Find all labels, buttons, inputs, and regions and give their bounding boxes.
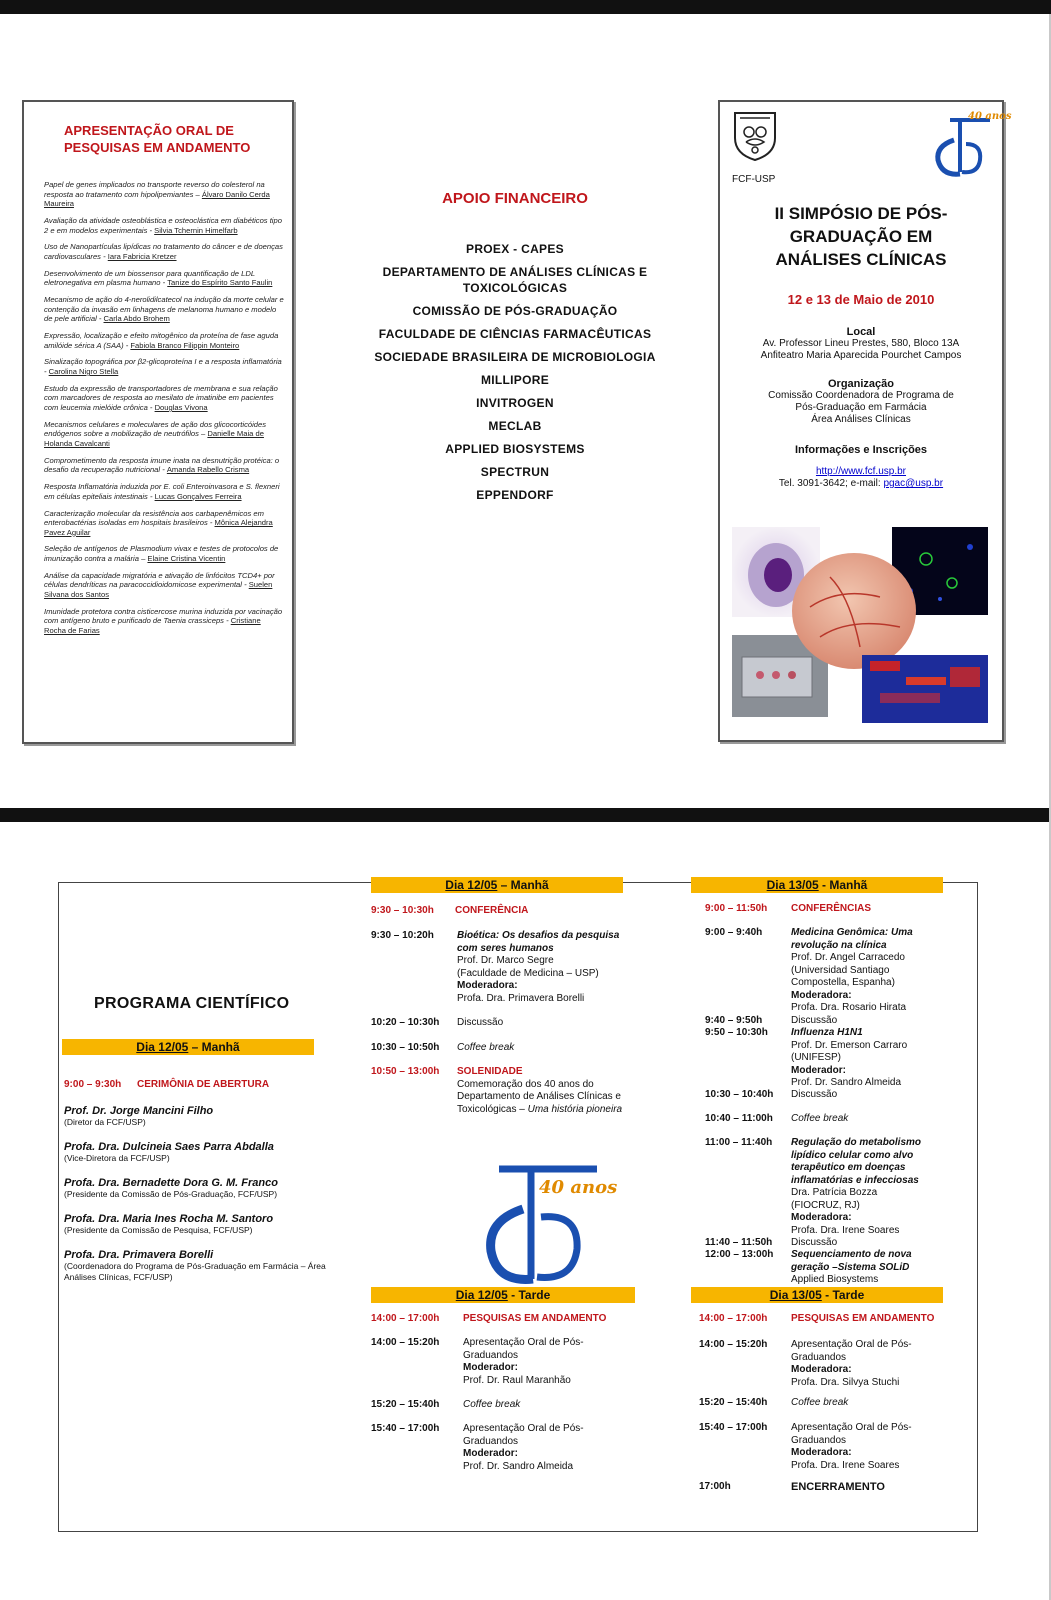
d2a-research-time: 14:00 – 17:00h bbox=[699, 1313, 768, 1324]
middle-page-divider bbox=[0, 808, 1051, 822]
organization-label: Organização bbox=[827, 378, 895, 390]
d2a-oral2-mod: Moderadora: bbox=[791, 1447, 852, 1458]
fcf-usp-label: FCF-USP bbox=[732, 174, 776, 185]
local-section bbox=[720, 326, 1002, 362]
d2a-oral2-b: Graduandos bbox=[791, 1434, 847, 1446]
d2-talk3-line1: Dra. Patrícia Bozza bbox=[791, 1187, 878, 1198]
d2-talk4-line: Applied Biosystems bbox=[791, 1274, 879, 1285]
d2a-coffee-time: 15:20 – 15:40h bbox=[699, 1397, 768, 1408]
d2-disc3: Discussão bbox=[791, 1237, 838, 1248]
d2-talk2-mod-name: Prof. Dr. Sandro Almeida bbox=[791, 1077, 902, 1088]
abstract-item bbox=[44, 607, 284, 636]
d2-disc2-time: 10:30 – 10:40h bbox=[705, 1089, 774, 1100]
sponsor-item: PROEX - CAPES bbox=[466, 242, 564, 256]
sponsor-item: FACULDADE DE CIÊNCIAS FARMACÊUTICAS bbox=[378, 327, 652, 341]
fcf-40-anos-logo-icon bbox=[930, 110, 1012, 180]
sponsor-list bbox=[370, 241, 660, 503]
day1-morning-header bbox=[371, 877, 623, 893]
d2-coffee: Coffee break bbox=[791, 1113, 849, 1124]
bioethics-affiliation: (Faculdade de Medicina – USP) bbox=[457, 967, 599, 979]
abstract-author: Danielle Maia de Holanda Cavalcanti bbox=[44, 429, 264, 448]
abstract-title: Seleção de antígenos de Plasmodium vivax e testes de protocolos de imunização contra a malária – bbox=[44, 544, 279, 564]
sponsor-item: DEPARTAMENTO DE ANÁLISES CLÍNICAS E TOXICOLÓGICAS bbox=[382, 265, 648, 295]
d2a-research-label: PESQUISAS EM ANDAMENTO bbox=[791, 1313, 935, 1324]
speaker-name: Prof. Dr. Jorge Mancini Filho bbox=[64, 1105, 214, 1117]
d1a-research-label: PESQUISAS EM ANDAMENTO bbox=[463, 1313, 607, 1324]
bioethics-mod-name: Profa. Dra. Primavera Borelli bbox=[457, 992, 585, 1004]
title-line-1: II SIMPÓSIO DE PÓS- bbox=[774, 204, 948, 223]
d2a-oral2 bbox=[791, 1422, 912, 1472]
day2-morning-header bbox=[691, 877, 943, 893]
event-title bbox=[720, 202, 1002, 271]
solemnity bbox=[457, 1066, 637, 1116]
abstract-author: Fabiola Branco Filippin Monteiro bbox=[130, 340, 240, 350]
day1-afternoon-period: - Tarde bbox=[507, 1288, 551, 1302]
cover-panel bbox=[718, 100, 1012, 742]
org-line-3: Área Análises Clínicas bbox=[811, 414, 911, 425]
abstract-title: Mecanismo de ação do 4-nerolidilcatecol na indução da morte celular e contenção da invasão em linhagens de melanoma humano e modelo de pele artificial - bbox=[44, 295, 284, 324]
d2-talk1 bbox=[791, 927, 951, 1015]
d2-disc1-time: 9:40 – 9:50h bbox=[705, 1015, 763, 1026]
abstract-item bbox=[44, 456, 284, 475]
d2-talk1-line2: (Universidad Santiago bbox=[791, 964, 890, 976]
sponsor-item: MILLIPORE bbox=[480, 373, 550, 387]
abstract-list bbox=[44, 180, 284, 643]
abstract-title: Caracterização molecular da resistência aos carbapenêmicos em enterobactérias isoladas em hospitais brasileiros - bbox=[44, 508, 264, 528]
d1a-oral2-b: Graduandos bbox=[463, 1435, 519, 1447]
day1-afternoon-date: Dia 12/05 bbox=[455, 1288, 508, 1302]
bioethics-speaker: Prof. Dr. Marco Segre bbox=[457, 955, 554, 966]
abstract-title: Mecanismos celulares e moleculares de ação dos glicocorticóides endógenos sobre a mobilização de neutrófilos – bbox=[44, 419, 267, 439]
d2-talk2-time: 9:50 – 10:30h bbox=[705, 1027, 768, 1038]
abstract-author: Douglas Vivona bbox=[154, 403, 208, 412]
d1a-oral1-name: Prof. Dr. Raul Maranhão bbox=[463, 1374, 571, 1386]
d2a-oral2-a: Apresentação Oral de Pós- bbox=[791, 1422, 912, 1433]
solemnity-label: SOLENIDADE bbox=[457, 1066, 523, 1077]
fcf-40-anos-logo-large-icon bbox=[479, 1151, 618, 1291]
opening-speaker bbox=[64, 1249, 334, 1282]
abstract-title: Resposta Inflamatória induzida por E. coli Enteroinvasora e S. flexneri em células epiteliais intestinais - bbox=[44, 482, 280, 501]
abstract-item bbox=[44, 180, 284, 209]
sponsor-item: APPLIED BIOSYSTEMS bbox=[445, 442, 585, 456]
abstract-author: Carolina Nigro Stella bbox=[48, 367, 119, 377]
d2-talk2-title: Influenza H1N1 bbox=[791, 1027, 863, 1038]
d2-talk2-mod: Moderador: bbox=[791, 1064, 846, 1076]
top-page-divider bbox=[0, 0, 1051, 14]
d2-disc1: Discussão bbox=[791, 1015, 838, 1026]
abstract-item bbox=[44, 242, 284, 261]
d2-talk3-mod: Moderadora: bbox=[791, 1212, 852, 1223]
speaker-role: (Coordenadora do Programa de Pós-Graduação em Farmácia – Área Análises Clínicas, FCF/USP) bbox=[64, 1261, 326, 1282]
abstract-author: Amanda Rabello Crisma bbox=[166, 465, 250, 475]
contact-phone: Tel. 3091-3642; e-mail: bbox=[778, 478, 884, 489]
d1a-research-time: 14:00 – 17:00h bbox=[371, 1313, 440, 1324]
abstract-author: Cristiane Rocha de Farias bbox=[44, 616, 261, 635]
day1-afternoon-header bbox=[371, 1287, 635, 1303]
coffee1: Coffee break bbox=[457, 1042, 515, 1053]
microscopy-photo-collage bbox=[730, 527, 992, 727]
abstract-title: Papel de genes implicados no transporte reverso do colesterol na resposta ao tratamento com hipolipemiantes – bbox=[44, 180, 265, 199]
contact-section bbox=[720, 466, 1002, 490]
abstract-item bbox=[44, 571, 284, 600]
abstract-author: Carla Abdo Brohem bbox=[103, 314, 170, 324]
d2-disc2: Discussão bbox=[791, 1089, 838, 1100]
d1a-oral1-b: Graduandos bbox=[463, 1349, 519, 1361]
d1a-oral1 bbox=[463, 1337, 584, 1387]
oral-presentations-panel bbox=[22, 100, 294, 744]
d2-talk4-time: 12:00 – 13:00h bbox=[705, 1249, 774, 1260]
website-link[interactable]: http://www.fcf.usp.br bbox=[815, 466, 907, 477]
abstract-title: Desenvolvimento de um biossensor para quantificação de LDL eletronegativa em plasma humano - bbox=[44, 268, 255, 288]
speaker-role: (Vice-Diretora da FCF/USP) bbox=[64, 1153, 170, 1163]
d2-talk1-time: 9:00 – 9:40h bbox=[705, 927, 763, 938]
d1a-oral2-time: 15:40 – 17:00h bbox=[371, 1423, 440, 1434]
d2-talk4 bbox=[791, 1249, 951, 1287]
day1-morning-header-col1 bbox=[62, 1039, 314, 1055]
speaker-name: Profa. Dra. Primavera Borelli bbox=[64, 1249, 214, 1261]
speaker-role: (Presidente da Comissão de Pesquisa, FCF/USP) bbox=[64, 1225, 253, 1235]
d2-talk3-mod-name: Profa. Dra. Irene Soares bbox=[791, 1224, 900, 1236]
speaker-name: Profa. Dra. Dulcineia Saes Parra Abdalla bbox=[64, 1141, 274, 1153]
abstract-title: Estudo da expressão de transportadores de membrana e sua relação com marcadores de resposta ao mesilato de imatinibe em pacientes com leucemia mielóide crônica - bbox=[44, 383, 278, 412]
d2a-oral2-name: Profa. Dra. Irene Soares bbox=[791, 1459, 900, 1471]
d2-coffee-time: 10:40 – 11:00h bbox=[705, 1113, 773, 1124]
discussion1-time: 10:20 – 10:30h bbox=[371, 1017, 440, 1028]
title-line-2: GRADUAÇÃO EM bbox=[789, 227, 933, 246]
speaker-name: Profa. Dra. Bernadette Dora G. M. Franco bbox=[64, 1177, 278, 1189]
d2a-oral2-time: 15:40 – 17:00h bbox=[699, 1422, 768, 1433]
abstract-author: Lucas Gonçalves Ferreira bbox=[154, 491, 242, 501]
abstract-title: Imunidade protetora contra cisticercose murina induzida por vacinação com antígeno bruto e purificado de Taenia crassiceps - bbox=[44, 606, 283, 626]
talk1-time: 9:30 – 10:20h bbox=[371, 930, 434, 941]
abstract-item bbox=[44, 295, 284, 324]
d2a-oral1-b: Graduandos bbox=[791, 1351, 847, 1363]
speaker-name: Profa. Dra. Maria Ines Rocha M. Santoro bbox=[64, 1213, 274, 1225]
sponsor-item: SPECTRUN bbox=[480, 465, 550, 479]
opening-speaker bbox=[64, 1141, 334, 1164]
local-label: Local bbox=[846, 326, 876, 338]
panel2-title: APOIO FINANCEIRO bbox=[442, 190, 588, 207]
d2-conf-label: CONFERÊNCIAS bbox=[791, 903, 872, 914]
day2-afternoon-date: Dia 13/05 bbox=[769, 1288, 822, 1302]
bioethics-mod-label: Moderadora: bbox=[457, 980, 518, 991]
abstract-author: Mônica Alejandra Pavez Aguilar bbox=[44, 518, 273, 537]
abstract-item bbox=[44, 357, 284, 376]
info-label: Informações e Inscrições bbox=[794, 444, 928, 456]
abstract-title: Uso de Nanopartículas lipídicas no tratamento do câncer e de doenças cardiovasculares - bbox=[44, 242, 283, 261]
d2-talk2-line1: Prof. Dr. Emerson Carraro bbox=[791, 1039, 908, 1051]
day2-date: Dia 13/05 bbox=[766, 878, 819, 892]
bioethics-talk bbox=[457, 930, 637, 1005]
scientific-program-panel bbox=[58, 878, 978, 1532]
abstract-item bbox=[44, 482, 284, 501]
abstract-item bbox=[44, 331, 284, 350]
day2-period: - Manhã bbox=[818, 878, 868, 892]
conference-time: 9:30 – 10:30h bbox=[371, 905, 434, 916]
solemnity-text: Comemoração dos 40 anos do Departamento de Análises Clínicas e Toxicológicas – bbox=[457, 1078, 621, 1115]
day2-afternoon-period: - Tarde bbox=[821, 1288, 865, 1302]
d1a-oral1-mod: Moderador: bbox=[463, 1362, 518, 1373]
abstract-title: Sinalização topográfica por β2-glicoproteína I e a resposta inflamatória - bbox=[44, 357, 282, 377]
d1a-oral2-name: Prof. Dr. Sandro Almeida bbox=[463, 1460, 574, 1472]
d2-talk1-mod-name: Profa. Dra. Rosario Hirata bbox=[791, 1002, 907, 1013]
abstract-item bbox=[44, 509, 284, 538]
abstract-title: Avaliação da atividade osteoblástica e osteoclástica em diabéticos tipo 2 e em modelos experimentais - bbox=[44, 215, 282, 235]
panel1-title: APRESENTAÇÃO ORAL DE PESQUISAS EM ANDAMENTO bbox=[64, 123, 251, 155]
d2-talk1-mod: Moderadora: bbox=[791, 989, 852, 1001]
d1a-oral2-mod: Moderador: bbox=[463, 1448, 518, 1459]
d1a-oral2-a: Apresentação Oral de Pós- bbox=[463, 1423, 584, 1434]
d2-talk3-time: 11:00 – 11:40h bbox=[705, 1137, 773, 1148]
fcf-seal-icon bbox=[732, 110, 778, 162]
email-link[interactable]: pgac@usp.br bbox=[883, 478, 944, 489]
d2-talk3-title: Regulação do metabolismo lipídico celular como alvo terapêutico em doenças inflamatórias e infecciosas bbox=[791, 1137, 922, 1186]
solemnity-italic: Uma história pioneira bbox=[527, 1103, 623, 1115]
sponsor-item: INVITROGEN bbox=[476, 396, 554, 410]
day1-date: Dia 12/05 bbox=[445, 878, 498, 892]
abstract-item bbox=[44, 384, 284, 413]
abstract-item bbox=[44, 269, 284, 288]
bioethics-talk-title: Bioética: Os desafios da pesquisa com seres humanos bbox=[457, 930, 620, 954]
abstract-title: Expressão, localização e efeito mitogênico da proteína de fase aguda amilóide sérica A (SAA) - bbox=[44, 331, 279, 350]
organization-section bbox=[720, 378, 1002, 426]
d1a-oral1-time: 14:00 – 15:20h bbox=[371, 1337, 440, 1348]
d2a-oral1-name: Profa. Dra. Silvya Stuchi bbox=[791, 1376, 900, 1388]
d1a-oral2 bbox=[463, 1423, 584, 1473]
coffee1-time: 10:30 – 10:50h bbox=[371, 1042, 440, 1053]
d2-talk4-title: Sequenciamento de nova geração –Sistema SOLiD bbox=[791, 1249, 912, 1273]
d2-talk2 bbox=[791, 1027, 951, 1090]
d1a-coffee-time: 15:20 – 15:40h bbox=[371, 1399, 440, 1410]
title-line-3: ANÁLISES CLÍNICAS bbox=[775, 250, 947, 269]
abstract-author: Álvaro Danilo Cerda Maureira bbox=[44, 189, 270, 209]
local-line-2: Anfiteatro Maria Aparecida Pourchet Campos bbox=[760, 350, 962, 361]
opening-speaker bbox=[64, 1177, 334, 1200]
org-line-2: Pós-Graduação em Farmácia bbox=[795, 402, 927, 413]
speaker-role: (Diretor da FCF/USP) bbox=[64, 1117, 146, 1127]
abstract-author: Elaine Cristina Vicentin bbox=[147, 554, 226, 564]
d1a-oral1-a: Apresentação Oral de Pós- bbox=[463, 1337, 584, 1348]
day1-morning-date: Dia 12/05 bbox=[136, 1040, 189, 1054]
d2a-coffee: Coffee break bbox=[791, 1397, 849, 1408]
solemnity-time: 10:50 – 13:00h bbox=[371, 1066, 440, 1077]
program-title: PROGRAMA CIENTÍFICO bbox=[94, 995, 290, 1012]
d2a-oral1-time: 14:00 – 15:20h bbox=[699, 1339, 768, 1350]
logo2-40-anos-text: 40 anos bbox=[539, 1177, 618, 1198]
day1-morning-period: – Manhã bbox=[188, 1040, 240, 1054]
d2-talk1-title: Medicina Genômica: Uma revolução na clínica bbox=[791, 927, 913, 951]
opening-time: 9:00 – 9:30h bbox=[64, 1079, 122, 1090]
discussion1: Discussão bbox=[457, 1017, 504, 1028]
closing-time: 17:00h bbox=[699, 1481, 731, 1492]
speaker-role: (Presidente da Comissão de Pós-Graduação, FCF/USP) bbox=[64, 1189, 278, 1199]
opening-speaker bbox=[64, 1213, 334, 1236]
d2-conf-time: 9:00 – 11:50h bbox=[705, 903, 768, 914]
d2a-oral1-mod: Moderadora: bbox=[791, 1364, 852, 1375]
opening-speaker bbox=[64, 1105, 334, 1128]
sponsor-item: SOCIEDADE BRASILEIRA DE MICROBIOLOGIA bbox=[374, 350, 656, 364]
d2-talk3-line2: (FIOCRUZ, RJ) bbox=[791, 1199, 860, 1211]
d2-talk1-line1: Prof. Dr. Angel Carracedo bbox=[791, 952, 905, 963]
retina-photo bbox=[792, 553, 916, 669]
opening-label: CERIMÔNIA DE ABERTURA bbox=[137, 1079, 270, 1090]
d2-talk2-line2: (UNIFESP) bbox=[791, 1052, 841, 1063]
financial-support-panel bbox=[370, 190, 660, 510]
abstract-title: Comprometimento da resposta imune inata na desnutrição protéica: o desafio da recuperação nutricional - bbox=[44, 455, 280, 475]
d2-talk3 bbox=[791, 1137, 951, 1237]
abstract-item bbox=[44, 216, 284, 235]
closing-label: ENCERRAMENTO bbox=[791, 1481, 885, 1493]
conference-label: CONFERÊNCIA bbox=[455, 905, 529, 916]
abstract-author: Silvia Tchernin Himelfarb bbox=[154, 225, 238, 235]
local-line-1: Av. Professor Lineu Prestes, 580, Bloco 13A bbox=[762, 338, 960, 349]
d1a-coffee: Coffee break bbox=[463, 1399, 521, 1410]
d2a-oral1-a: Apresentação Oral de Pós- bbox=[791, 1339, 912, 1350]
sponsor-item: MECLAB bbox=[488, 419, 542, 433]
day2-afternoon-header bbox=[691, 1287, 943, 1303]
d2a-oral1 bbox=[791, 1339, 912, 1389]
d2-talk1-line3: Compostella, Espanha) bbox=[791, 977, 895, 988]
sponsor-item: COMISSÃO DE PÓS-GRADUAÇÃO bbox=[412, 304, 618, 318]
abstract-author: Suelen Silvana dos Santos bbox=[44, 580, 273, 600]
abstract-author: Tanize do Espírito Santo Faulin bbox=[167, 278, 273, 288]
event-date: 12 e 13 de Maio de 2010 bbox=[787, 292, 935, 307]
abstract-author: Iara Fabricia Kretzer bbox=[107, 251, 177, 261]
abstract-item bbox=[44, 544, 284, 563]
logo-40-anos-text: 40 anos bbox=[968, 111, 1012, 122]
d2-disc3-time: 11:40 – 11:50h bbox=[705, 1237, 773, 1248]
abstract-title: Análise da capacidade migratória e ativação de linfócitos TCD4+ por células dendríticas na paracoccidioidomicose experimental - bbox=[44, 570, 275, 590]
org-line-1: Comissão Coordenadora de Programa de bbox=[768, 390, 954, 401]
sponsor-item: EPPENDORF bbox=[476, 488, 554, 502]
abstract-item bbox=[44, 420, 284, 449]
day1-period: – Manhã bbox=[497, 878, 549, 892]
